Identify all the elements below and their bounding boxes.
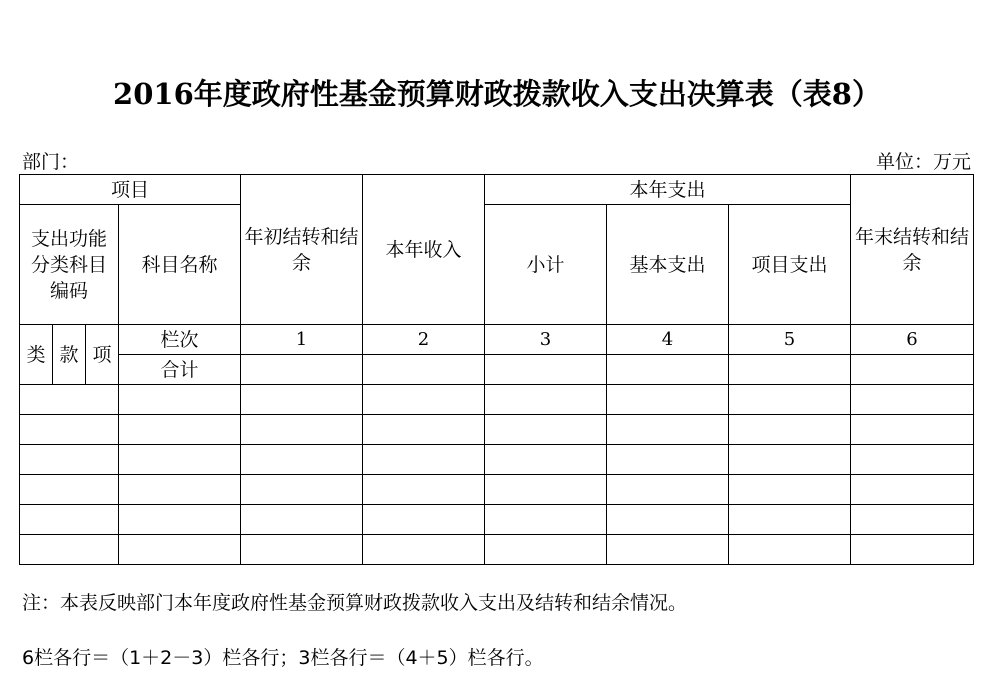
table-cell [851, 415, 974, 445]
table-cell [485, 415, 607, 445]
table-cell [729, 445, 851, 475]
table-cell [241, 355, 363, 385]
table-cell [363, 475, 485, 505]
table-cell [607, 475, 729, 505]
header-begin-balance: 年初结转和结余 [241, 175, 363, 325]
table-cell [119, 535, 241, 565]
table-cell [241, 505, 363, 535]
table-cell [607, 415, 729, 445]
table-cell [607, 355, 729, 385]
table-cell [20, 505, 119, 535]
table-cell [729, 385, 851, 415]
table-cell [607, 445, 729, 475]
table-cell [729, 475, 851, 505]
col-number: 3 [485, 325, 607, 355]
header-end-balance: 年末结转和结余 [851, 175, 974, 325]
header-project-spending: 项目支出 [729, 205, 851, 325]
row-order-label: 栏次 [119, 325, 241, 355]
table-cell [851, 475, 974, 505]
table-row [20, 475, 974, 505]
header-subtotal: 小计 [485, 205, 607, 325]
table-cell [851, 535, 974, 565]
table-row [20, 535, 974, 565]
unit-label: 单位：万元 [875, 151, 971, 173]
table-cell [851, 445, 974, 475]
table-cell [363, 445, 485, 475]
table-cell [729, 355, 851, 385]
row-total-label: 合计 [119, 355, 241, 385]
table-row [20, 385, 974, 415]
col-number: 5 [729, 325, 851, 355]
table-cell [241, 445, 363, 475]
table-row [20, 505, 974, 535]
table-row [20, 445, 974, 475]
table-cell [729, 535, 851, 565]
table-cell [729, 415, 851, 445]
table-cell [20, 475, 119, 505]
table-cell [363, 535, 485, 565]
col-kuan: 款 [53, 325, 86, 385]
table-cell [119, 415, 241, 445]
department-label: 部门： [22, 151, 80, 173]
table-cell [241, 535, 363, 565]
table-cell [20, 385, 119, 415]
header-subject-name: 科目名称 [119, 205, 241, 325]
table-cell [485, 385, 607, 415]
table-cell [241, 385, 363, 415]
table-cell [851, 385, 974, 415]
col-number: 2 [363, 325, 485, 355]
col-number: 6 [851, 325, 974, 355]
table-row [20, 415, 974, 445]
budget-table [19, 174, 974, 565]
table-cell [607, 505, 729, 535]
col-lei: 类 [20, 325, 53, 385]
col-xiang: 项 [86, 325, 119, 385]
table-cell [119, 475, 241, 505]
table-cell [607, 535, 729, 565]
table-cell [485, 475, 607, 505]
table-cell [851, 505, 974, 535]
col-number: 4 [607, 325, 729, 355]
table-cell [363, 355, 485, 385]
table-cell [729, 505, 851, 535]
table-cell [20, 445, 119, 475]
table-cell [485, 355, 607, 385]
header-function-code: 支出功能分类科目编码 [20, 205, 119, 325]
table-cell [363, 505, 485, 535]
footnote: 注：本表反映部门本年度政府性基金预算财政拨款收入支出及结转和结余情况。 [22, 592, 688, 614]
table-cell [363, 385, 485, 415]
table-cell [607, 385, 729, 415]
header-project: 项目 [20, 175, 241, 205]
table-cell [363, 415, 485, 445]
header-income: 本年收入 [363, 175, 485, 325]
header-basic-spending: 基本支出 [607, 205, 729, 325]
table-cell [485, 505, 607, 535]
page-title: 2016年度政府性基金预算财政拨款收入支出决算表（表8） [113, 77, 881, 111]
table-cell [119, 445, 241, 475]
table-cell [241, 475, 363, 505]
table-cell [485, 445, 607, 475]
col-number: 1 [241, 325, 363, 355]
table-cell [20, 535, 119, 565]
table-cell [851, 355, 974, 385]
table-cell [119, 385, 241, 415]
table-cell [119, 505, 241, 535]
header-spending: 本年支出 [485, 175, 851, 205]
table-cell [241, 415, 363, 445]
formula-note: 6栏各行＝（1＋2－3）栏各行；3栏各行＝（4＋5）栏各行。 [22, 647, 544, 669]
table-cell [20, 415, 119, 445]
table-cell [485, 535, 607, 565]
